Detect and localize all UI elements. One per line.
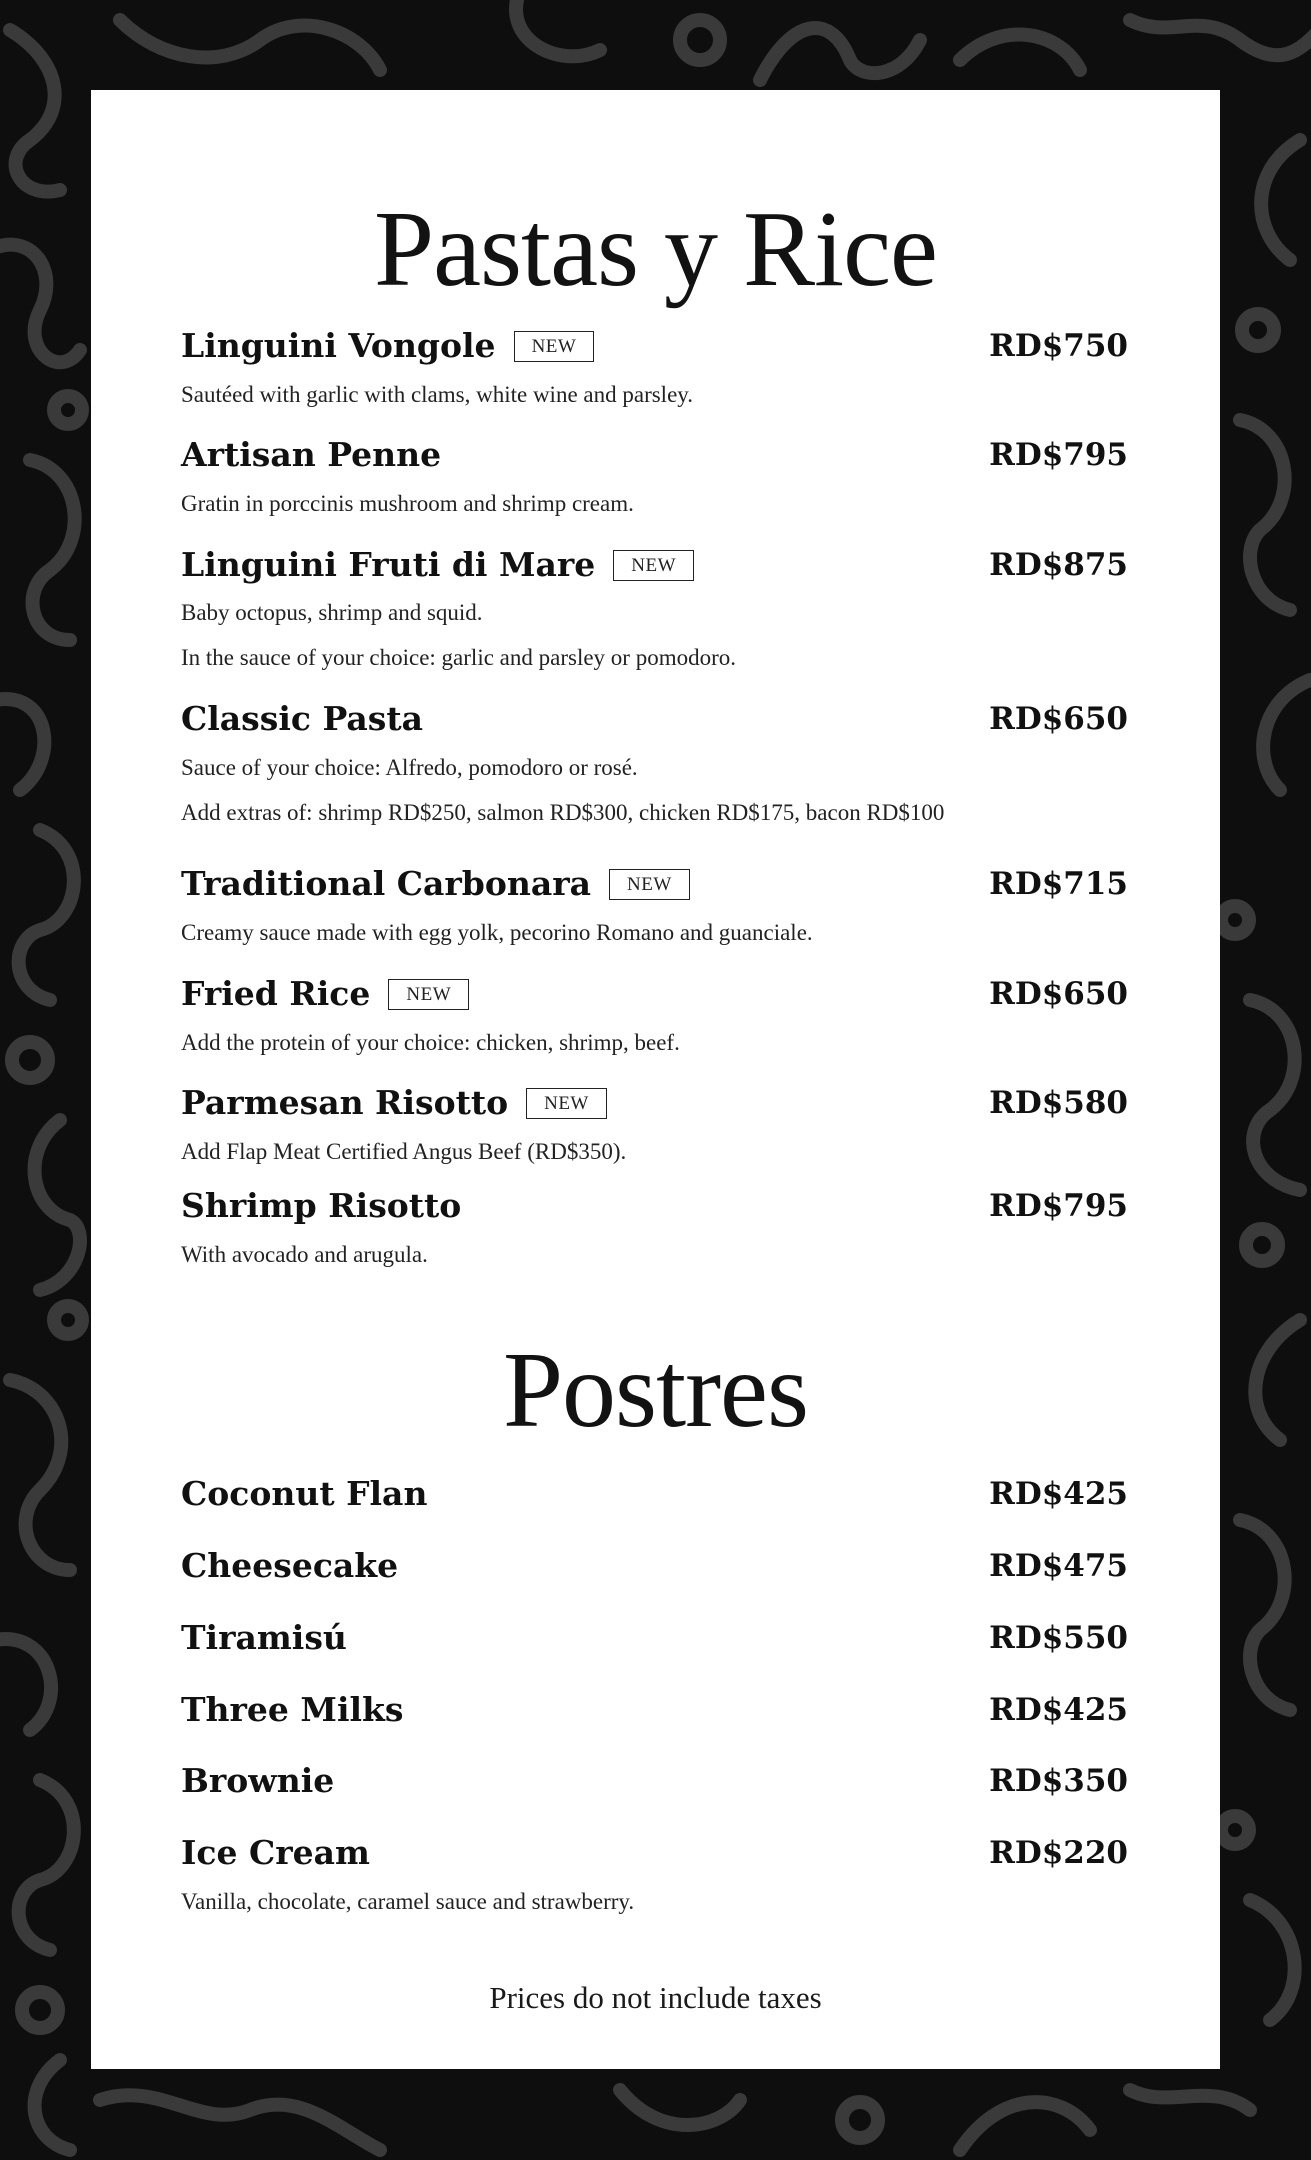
item-price: RD$750 bbox=[989, 328, 1128, 364]
new-badge: NEW bbox=[514, 331, 595, 362]
item-price: RD$650 bbox=[989, 701, 1128, 737]
item-name: Fried Rice NEW bbox=[181, 969, 469, 1019]
item-price: RD$425 bbox=[989, 1476, 1128, 1512]
menu-item bbox=[181, 694, 1128, 744]
menu-item bbox=[181, 430, 1128, 480]
item-description: Sauce of your choice: Alfredo, pomodoro or rosé. bbox=[181, 755, 638, 780]
item-name: Cheesecake bbox=[181, 1546, 399, 1585]
item-price: RD$350 bbox=[989, 1763, 1128, 1799]
new-badge: NEW bbox=[613, 550, 694, 581]
item-price: RD$795 bbox=[989, 1188, 1128, 1224]
item-description: In the sauce of your choice: garlic and parsley or pomodoro. bbox=[181, 645, 736, 670]
item-name: Three Milks bbox=[181, 1690, 404, 1729]
item-price: RD$875 bbox=[989, 547, 1128, 583]
item-description: Gratin in porccinis mushroom and shrimp cream. bbox=[181, 491, 634, 516]
menu-item bbox=[181, 969, 1128, 1019]
item-name: Classic Pasta bbox=[181, 699, 423, 738]
item-price: RD$425 bbox=[989, 1692, 1128, 1728]
menu-item bbox=[181, 1469, 1128, 1519]
menu-item bbox=[181, 1828, 1128, 1878]
menu-item bbox=[181, 540, 1128, 590]
item-name: Ice Cream bbox=[181, 1833, 370, 1872]
menu-item bbox=[181, 1078, 1128, 1128]
item-description: Add the protein of your choice: chicken, shrimp, beef. bbox=[181, 1030, 680, 1055]
menu-item bbox=[181, 1181, 1128, 1231]
item-price: RD$475 bbox=[989, 1548, 1128, 1584]
new-badge: NEW bbox=[609, 869, 690, 900]
menu-item bbox=[181, 321, 1128, 371]
item-price: RD$580 bbox=[989, 1085, 1128, 1121]
item-description: Baby octopus, shrimp and squid. bbox=[181, 600, 483, 625]
item-name: Traditional Carbonara NEW bbox=[181, 859, 690, 909]
section-title-postres: Postres bbox=[502, 1331, 809, 1450]
item-description: With avocado and arugula. bbox=[181, 1242, 428, 1267]
item-description: Creamy sauce made with egg yolk, pecorino Romano and guanciale. bbox=[181, 920, 813, 945]
item-description: Add Flap Meat Certified Angus Beef (RD$350). bbox=[181, 1139, 627, 1164]
item-name: Brownie bbox=[181, 1761, 335, 1800]
item-name: Artisan Penne bbox=[181, 435, 442, 474]
tax-note: Prices do not include taxes bbox=[489, 1980, 822, 2015]
item-description: Sautéed with garlic with clams, white wine and parsley. bbox=[181, 382, 694, 407]
item-price: RD$550 bbox=[989, 1620, 1128, 1656]
item-name: Linguini Vongole NEW bbox=[181, 321, 594, 371]
menu-item bbox=[181, 1541, 1128, 1591]
item-price: RD$220 bbox=[989, 1835, 1128, 1871]
menu-item bbox=[181, 1613, 1128, 1663]
item-name: Tiramisú bbox=[181, 1618, 347, 1657]
menu-item bbox=[181, 1685, 1128, 1735]
item-price: RD$715 bbox=[989, 866, 1128, 902]
item-description: Vanilla, chocolate, caramel sauce and strawberry. bbox=[181, 1889, 635, 1914]
item-price: RD$650 bbox=[989, 976, 1128, 1012]
new-badge: NEW bbox=[526, 1088, 607, 1119]
item-name: Linguini Fruti di Mare NEW bbox=[181, 540, 694, 590]
item-price: RD$795 bbox=[989, 437, 1128, 473]
item-description: Add extras of: shrimp RD$250, salmon RD$300, chicken RD$175, bacon RD$100 bbox=[181, 800, 945, 825]
new-badge: NEW bbox=[388, 979, 469, 1010]
section-title-pastas: Pastas y Rice bbox=[374, 190, 937, 309]
menu-item bbox=[181, 1756, 1128, 1806]
menu-item bbox=[181, 859, 1128, 909]
menu-card bbox=[91, 90, 1220, 2069]
item-name: Parmesan Risotto NEW bbox=[181, 1078, 607, 1128]
item-name: Shrimp Risotto bbox=[181, 1186, 462, 1225]
item-name: Coconut Flan bbox=[181, 1474, 428, 1513]
